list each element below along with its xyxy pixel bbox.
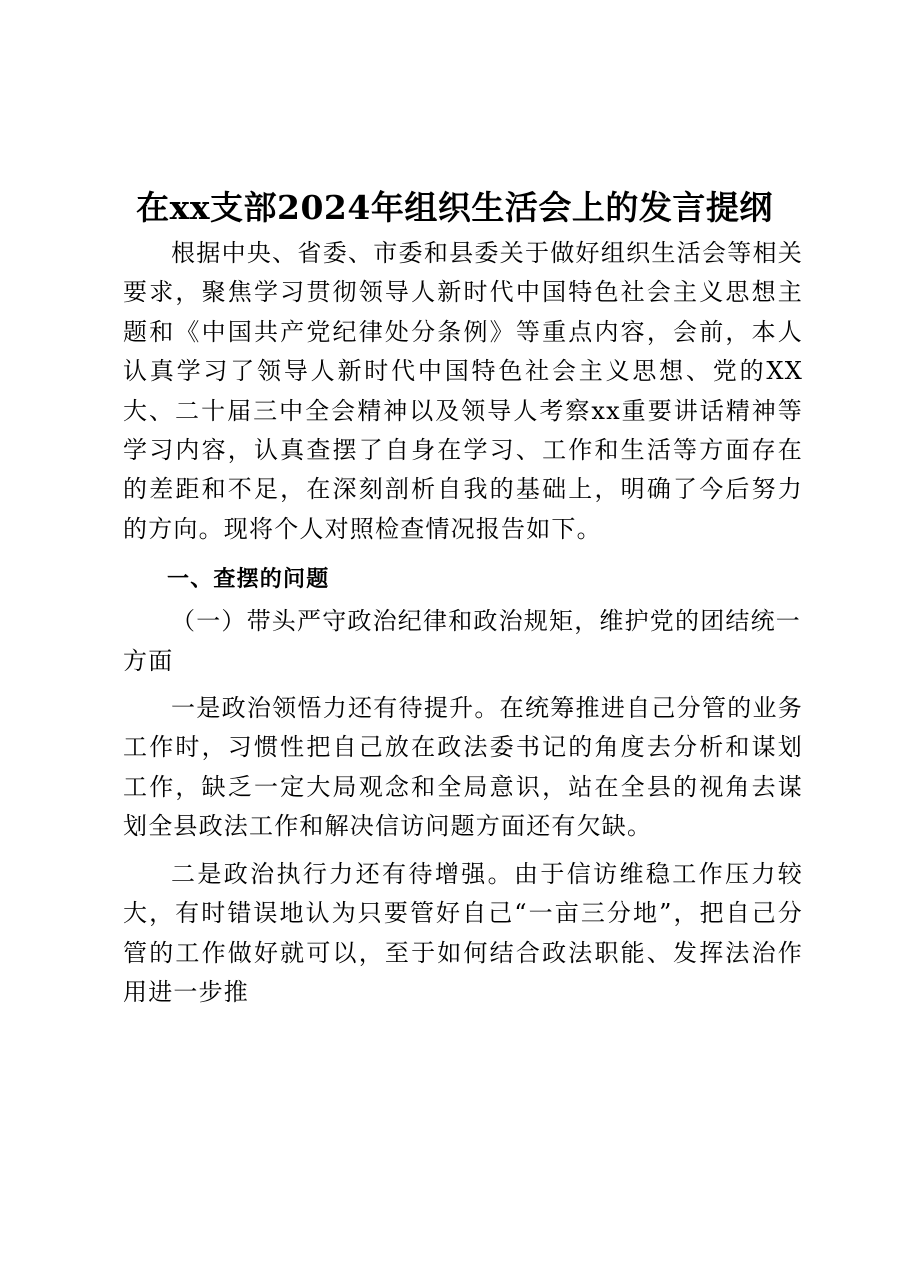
document-title: 在xx支部2024年组织生活会上的发言提纲 <box>136 188 773 227</box>
subsection-heading: （一）带头严守政治纪律和政治规矩，维护党的团结统一方面 <box>123 607 801 675</box>
document-body <box>123 234 803 1012</box>
intro-paragraph: 根据中央、省委、市委和县委关于做好组织生活会等相关要求，聚焦学习贯彻领导人新时代中国特色社会主义思想主题和《中国共产党纪律处分条例》等重点内容，会前，本人认真学习了领导人新时代中国特色社会主义思想、党的XX大、二十届三中全会精神以及领导人考察xx重要讲话精神等学习内容，认真查摆了自身在学习、工作和生活等方面存在的差距和不足，在深刻剖析自我的基础上，明确了今后努力的方向。现将个人对照检查情况报告如下。 <box>123 239 803 543</box>
section-heading: 一、查摆的问题 <box>167 567 330 593</box>
body-paragraph-1: 一是政治领悟力还有待提升。在统筹推进自己分管的业务工作时，习惯性把自己放在政法委书记的角度去分析和谋划工作，缺乏一定大局观念和全局意识，站在全县的视角去谋划全县政法工作和解决信访问题方面还有欠缺。 <box>123 694 803 841</box>
body-paragraph-2: 二是政治执行力还有待增强。由于信访维稳工作压力较大，有时错误地认为只要管好自己“一亩三分地”，把自己分管的工作做好就可以，至于如何结合政法职能、发挥法治作用进一步推 <box>123 859 803 1006</box>
